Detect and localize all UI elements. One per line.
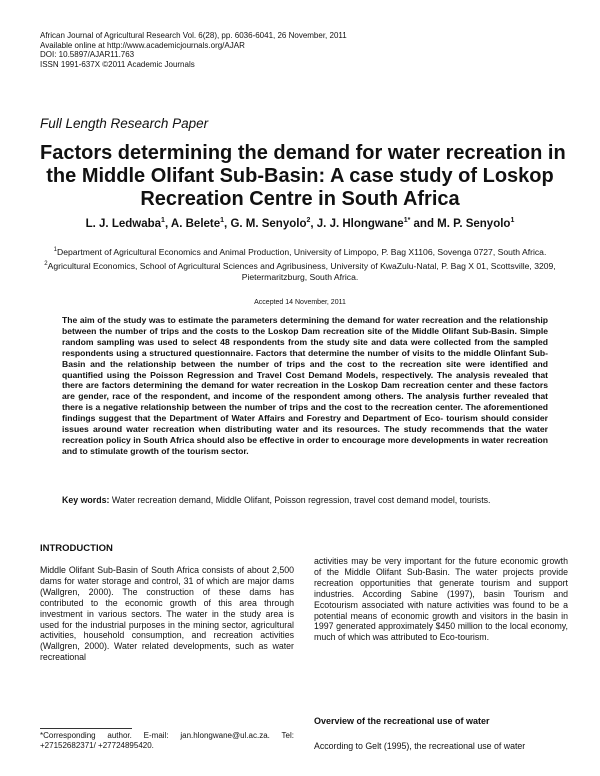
journal-issn: ISSN 1991-637X ©2011 Academic Journals xyxy=(40,59,195,69)
journal-url[interactable]: Available online at http://www.academicjournals.org/AJAR xyxy=(40,40,245,50)
title-line-1: Factors determining the demand for water recreation in xyxy=(40,142,566,164)
affiliation-2: $^2$Agricultural Economics, School of Agricultural Sciences and Agribusiness, University of KwaZulu-Natal, P. Bag X 01, Scottsville, 3209, Pietermaritzburg, South Africa. xyxy=(44,260,556,282)
journal-doi: DOI: 10.5897/AJAR11.763 xyxy=(40,50,135,60)
author: M. P. Senyolo$^1$ xyxy=(437,217,515,230)
affiliations xyxy=(40,245,560,284)
corresponding-author-footnote: *Corresponding author. E-mail: jan.hlongwane@ul.ac.za. Tel: +27152682371/ +27724895420. xyxy=(40,731,294,750)
author: A. Belete$^1$, xyxy=(170,217,231,230)
journal-citation: African Journal of Agricultural Research Vol. 6(28), pp. 6036-6041, 26 November, 2011 xyxy=(40,31,347,40)
title-line-2: the Middle Olifant Sub-Basin: A case study of Loskop xyxy=(46,165,554,187)
paper-title xyxy=(40,142,566,211)
affiliation-1: $^1$Department of Agricultural Economics and Animal Production, University of Limpopo, P. Bag X1106, Sovenga 0727, South Africa. xyxy=(53,246,547,257)
abstract: The aim of the study was to estimate the parameters determining the demand for water recreation and the relationship between the number of trips and the costs to the Loskop Dam recreation site of the Middle Olifant Sub-Basin. Simple random sampling was used to select 48 respondents from the study site and data were collected from the sampled respondents using a structured questionnaire. Factors that determine the number of visits to the middle Olinfant Sub-Basin and the relationship between the number of trips and the cost to the recreation site were identified and quantified using the Poisson Regression and Travel Cost Demand Models, respectively. The analysis revealed that there are factors determining the demand for water recreation in the Loskop Dam recreation center and these factors are gender, race of the respondent, and income of the respondent among others. The analysis further revealed that there is a negative relationship between the number of trips and the cost to the recreation center. The aforementioned findings suggest that the Department of Water Affairs and Forestry and Department of Eco- tourism should consider issues around water recreation when distributing water and its resources. The study recommends that the water recreation policy in South Africa should also be effective in order to encourage more developments in water recreation and to stimulate growth of the tourism sector. xyxy=(62,315,548,456)
introduction-heading: INTRODUCTION xyxy=(40,543,113,554)
introduction-right-text: activities may be very important for the future economic growth of the Middle Olifant Sub-Basin. The water projects provide recreation opportunities that generate tourism and support industries. According Sabine (1997), basin Tourism and Ecotourism associated with nature activities was found to be a potential means of economic growth and visitors in the basin in 1997 generated approximately $450 million to the local economy, much of which was attributed to Eco-tourism. xyxy=(314,556,568,643)
footnote-rule xyxy=(40,728,132,729)
author: G. M. Senyolo$^2$, xyxy=(230,217,317,230)
overview-text: According to Gelt (1995), the recreational use of water xyxy=(314,741,526,751)
keywords-label: Key words: xyxy=(62,495,110,505)
journal-header xyxy=(40,31,347,69)
author: L. J. Ledwaba$^1$, xyxy=(85,217,171,230)
author: J. J. Hlongwane$^{1*}$ and xyxy=(316,217,438,230)
paper-type: Full Length Research Paper xyxy=(40,116,209,131)
keywords xyxy=(62,495,548,505)
introduction-left-text: Middle Olifant Sub-Basin of South Africa consists of about 2,500 dams for water storage and control, 31 of which are major dams (Wallgren, 2000). The construction of these dams has contributed to the economic growth of this area through investment in various sectors. The water in the study area is used for the industrial purposes in the mining sector, agricultural activities, household consumption, and recreation activities (Wallgren, 2000). Water related developments, such as water recreational xyxy=(40,565,294,663)
overview-heading: Overview of the recreational use of water xyxy=(314,716,490,726)
author-list xyxy=(40,217,560,230)
keywords-text: Water recreation demand, Middle Olifant, Poisson regression, travel cost demand model, tourists. xyxy=(111,495,491,505)
title-line-3: Recreation Centre in South Africa xyxy=(140,188,460,210)
accepted-date: Accepted 14 November, 2011 xyxy=(254,299,346,306)
